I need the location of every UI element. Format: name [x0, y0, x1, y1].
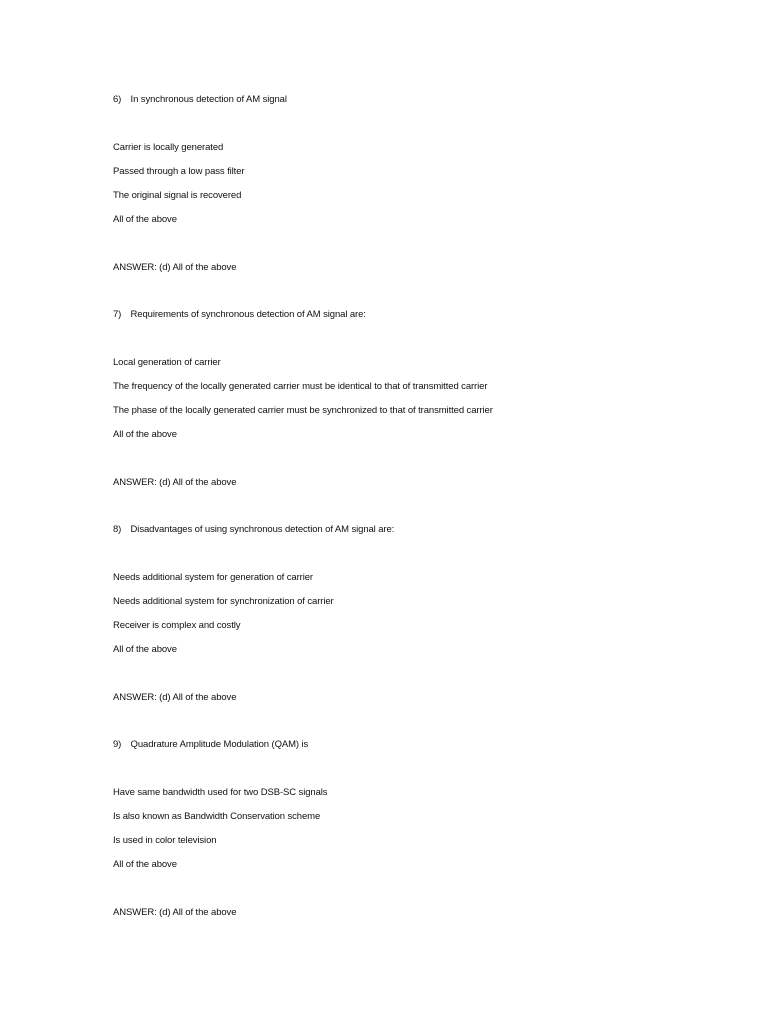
option-line: All of the above: [113, 644, 177, 655]
question-6: [113, 94, 287, 106]
option-line: The frequency of the locally generated carrier must be identical to that of transmitted carrier: [113, 381, 488, 392]
option-line: All of the above: [113, 859, 177, 870]
question-text: Disadvantages of using synchronous detection of AM signal are:: [130, 524, 395, 535]
option-line: Receiver is complex and costly: [113, 620, 241, 631]
option-line: Carrier is locally generated: [113, 142, 224, 153]
question-number: 9): [113, 739, 122, 750]
question-number: 8): [113, 524, 122, 535]
answer-line: ANSWER: (d) All of the above: [113, 907, 237, 918]
option-line: All of the above: [113, 214, 177, 225]
option-line: All of the above: [113, 429, 177, 440]
answer-line: ANSWER: (d) All of the above: [113, 692, 237, 703]
option-line: The original signal is recovered: [113, 190, 242, 201]
question-text: In synchronous detection of AM signal: [130, 94, 287, 105]
question-number: 7): [113, 309, 122, 320]
question-8: [113, 524, 394, 536]
option-line: Is also known as Bandwidth Conservation scheme: [113, 811, 321, 822]
question-number: 6): [113, 94, 122, 105]
option-line: Have same bandwidth used for two DSB-SC signals: [113, 787, 328, 798]
question-text: Requirements of synchronous detection of AM signal are:: [130, 309, 366, 320]
answer-line: ANSWER: (d) All of the above: [113, 477, 237, 488]
option-line: Needs additional system for generation of carrier: [113, 572, 313, 583]
option-line: Is used in color television: [113, 835, 217, 846]
option-line: The phase of the locally generated carrier must be synchronized to that of transmitted carrier: [113, 405, 493, 416]
question-text: Quadrature Amplitude Modulation (QAM) is: [130, 739, 309, 750]
option-line: Local generation of carrier: [113, 357, 221, 368]
answer-line: ANSWER: (d) All of the above: [113, 262, 237, 273]
question-9: [113, 739, 308, 751]
option-line: Passed through a low pass filter: [113, 166, 245, 177]
option-line: Needs additional system for synchronization of carrier: [113, 596, 334, 607]
question-7: [113, 309, 366, 321]
